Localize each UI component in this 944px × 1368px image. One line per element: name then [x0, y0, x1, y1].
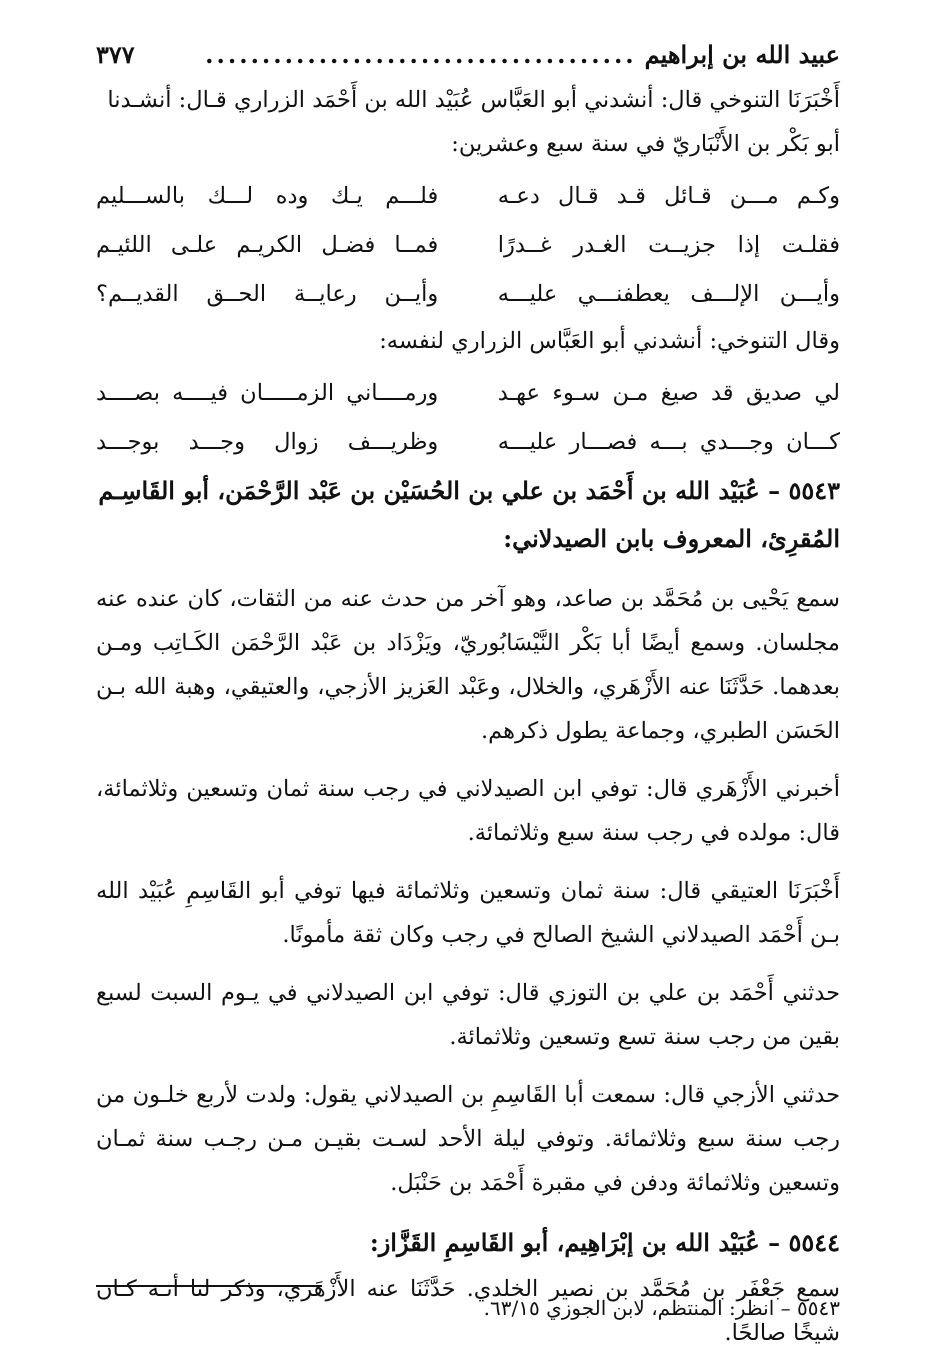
verse-line	[96, 172, 840, 221]
entry-5543-paragraph-2: أخبرني الأَزْهَري قال: توفي ابن الصيدلاني في رجب سنة ثمان وتسعين وثلاثمائة، قال: مولده في رجب سنة سبع وثلاثمائة.	[96, 776, 840, 846]
entry-5543-heading-line-2: المُقرِئ، المعروف بابن الصيدلاني:	[503, 524, 840, 553]
poem-1	[96, 172, 840, 319]
verse-second-hemistich: وظريـــف زوال وجـــد بوجـــد	[96, 429, 439, 455]
verse-second-hemistich: وأيــن رعايــة الحــق القديــم؟	[96, 281, 439, 307]
entry-5543-heading	[96, 467, 840, 563]
leader-dots: ......................................	[205, 40, 637, 69]
intro-2: وقال التنوخي: أنشدني أبو العَبَّاس الزراري لنفسه:	[379, 328, 840, 354]
verse-first-hemistich: لي صديق قد صيغ مـن سـوء عهـد	[497, 380, 840, 406]
verse-first-hemistich: فقلـت إذا جزيــت الغـدر غــدرًا	[497, 232, 840, 258]
verse-line	[96, 221, 840, 270]
entry-5543-paragraph-3: أَخْبَرَنَا العتيقي قال: سنة ثمان وتسعين وثلاثمائة فيها توفي أبو القَاسِمِ عُبَيْد الله بـن أَحْمَد الصيدلاني الشيخ الصالح في رجب وكان ثقة مأمونًا.	[96, 878, 840, 948]
running-head	[96, 38, 840, 78]
verse-second-hemistich: فمــا فضـل الكريـم علـى اللئيـم	[96, 232, 439, 258]
intro-line-2: أبو بَكْر بن الأَنْبَاريّ في سنة سبع وعشرين:	[451, 131, 840, 157]
entry-5544-heading: ٥٥٤٤ – عُبَيْد الله بن إبْرَاهِيم، أبو القَاسِمِ القَزَّاز:	[369, 1228, 840, 1257]
entry-5543-paragraph-1: سمع يَحْيى بن مُحَمَّد بن صاعد، وهو آخر من حدث عنه من الثقات، كان عنده عنه مجلسان. وسمع أيضًا أبا بَكْر النَّيْسَابُوريّ، ويَزْدَاد بن عَبْد الرَّحْمَن الكَـاتِب ومـن بعدهما. حَدَّثَنَا عنه الأَزْهَري، والخلال، وعَبْد العَزيز الأزجي، والعتيقي، وهبة الله بـن الحَسَن الطبري، وجماعة يطول ذكرهم.	[96, 586, 840, 744]
verse-second-hemistich: ورمــــاني الزمـــــان فيــــه بصــــد	[96, 380, 439, 406]
verse-line	[96, 369, 840, 418]
verse-first-hemistich: وكـم مـــن قـائل قـد قـال دعـه	[497, 183, 840, 209]
page-number: ٣٧٧	[96, 40, 135, 69]
footnote-divider	[96, 1285, 322, 1287]
verse-first-hemistich: كـــان وجـــدي بـــه فصـــار عليـــه	[497, 429, 840, 455]
footnote: ٥٥٤٣ – انظر: المنتظم، لابن الجوزي ٦٣/١٥.	[483, 1296, 840, 1320]
entry-5543-heading-line-1: ٥٥٤٣ – عُبَيْد الله بن أَحْمَد بن علي بن الحُسَيْن بن عَبْد الرَّحْمَن، أبو القَاسِـم	[98, 476, 840, 505]
intro-line-1: أَخْبَرَنَا التنوخي قال: أنشدني أبو العَبَّاس عُبَيْد الله بن أَحْمَد الزراري قـال: أنشـدنا	[107, 87, 840, 113]
poem-2	[96, 369, 840, 467]
entry-5544-paragraph-1: سمع جَعْفَر بن مُحَمَّد بن نصير الخلدي. حَدَّثَنَا عنه الأَزْهَري، وذكر لنا أنـه كـان شيخًا صالحًا.	[96, 1276, 840, 1346]
entry-5543-paragraph-5: حدثني الأزجي قال: سمعت أبا القَاسِمِ بن الصيدلاني يقول: ولدت لأربع خلـون من رجب سنة سبع وثلاثمائة. وتوفي ليلة الأحد لسـت بقيـن مـن رجـب سنة ثمـان وتسعين وثلاثمائة ودفن في مقبرة أَحْمَد بن حَنْبَل.	[96, 1082, 840, 1196]
verse-first-hemistich: وأيـــن الإلـــف يعطفنـــي عليـــه	[497, 281, 840, 307]
verse-line	[96, 270, 840, 319]
entry-5543-paragraph-4: حدثني أَحْمَد بن علي بن التوزي قال: توفي ابن الصيدلاني في يـوم السبت لسبع بقين من رجب سنة تسع وتسعين وثلاثمائة.	[96, 980, 840, 1050]
verse-second-hemistich: فلـــم يـك وده لـــك بالســـليم	[96, 183, 439, 209]
verse-line	[96, 418, 840, 467]
running-title: عبيد الله بن إبراهيم	[644, 40, 840, 69]
